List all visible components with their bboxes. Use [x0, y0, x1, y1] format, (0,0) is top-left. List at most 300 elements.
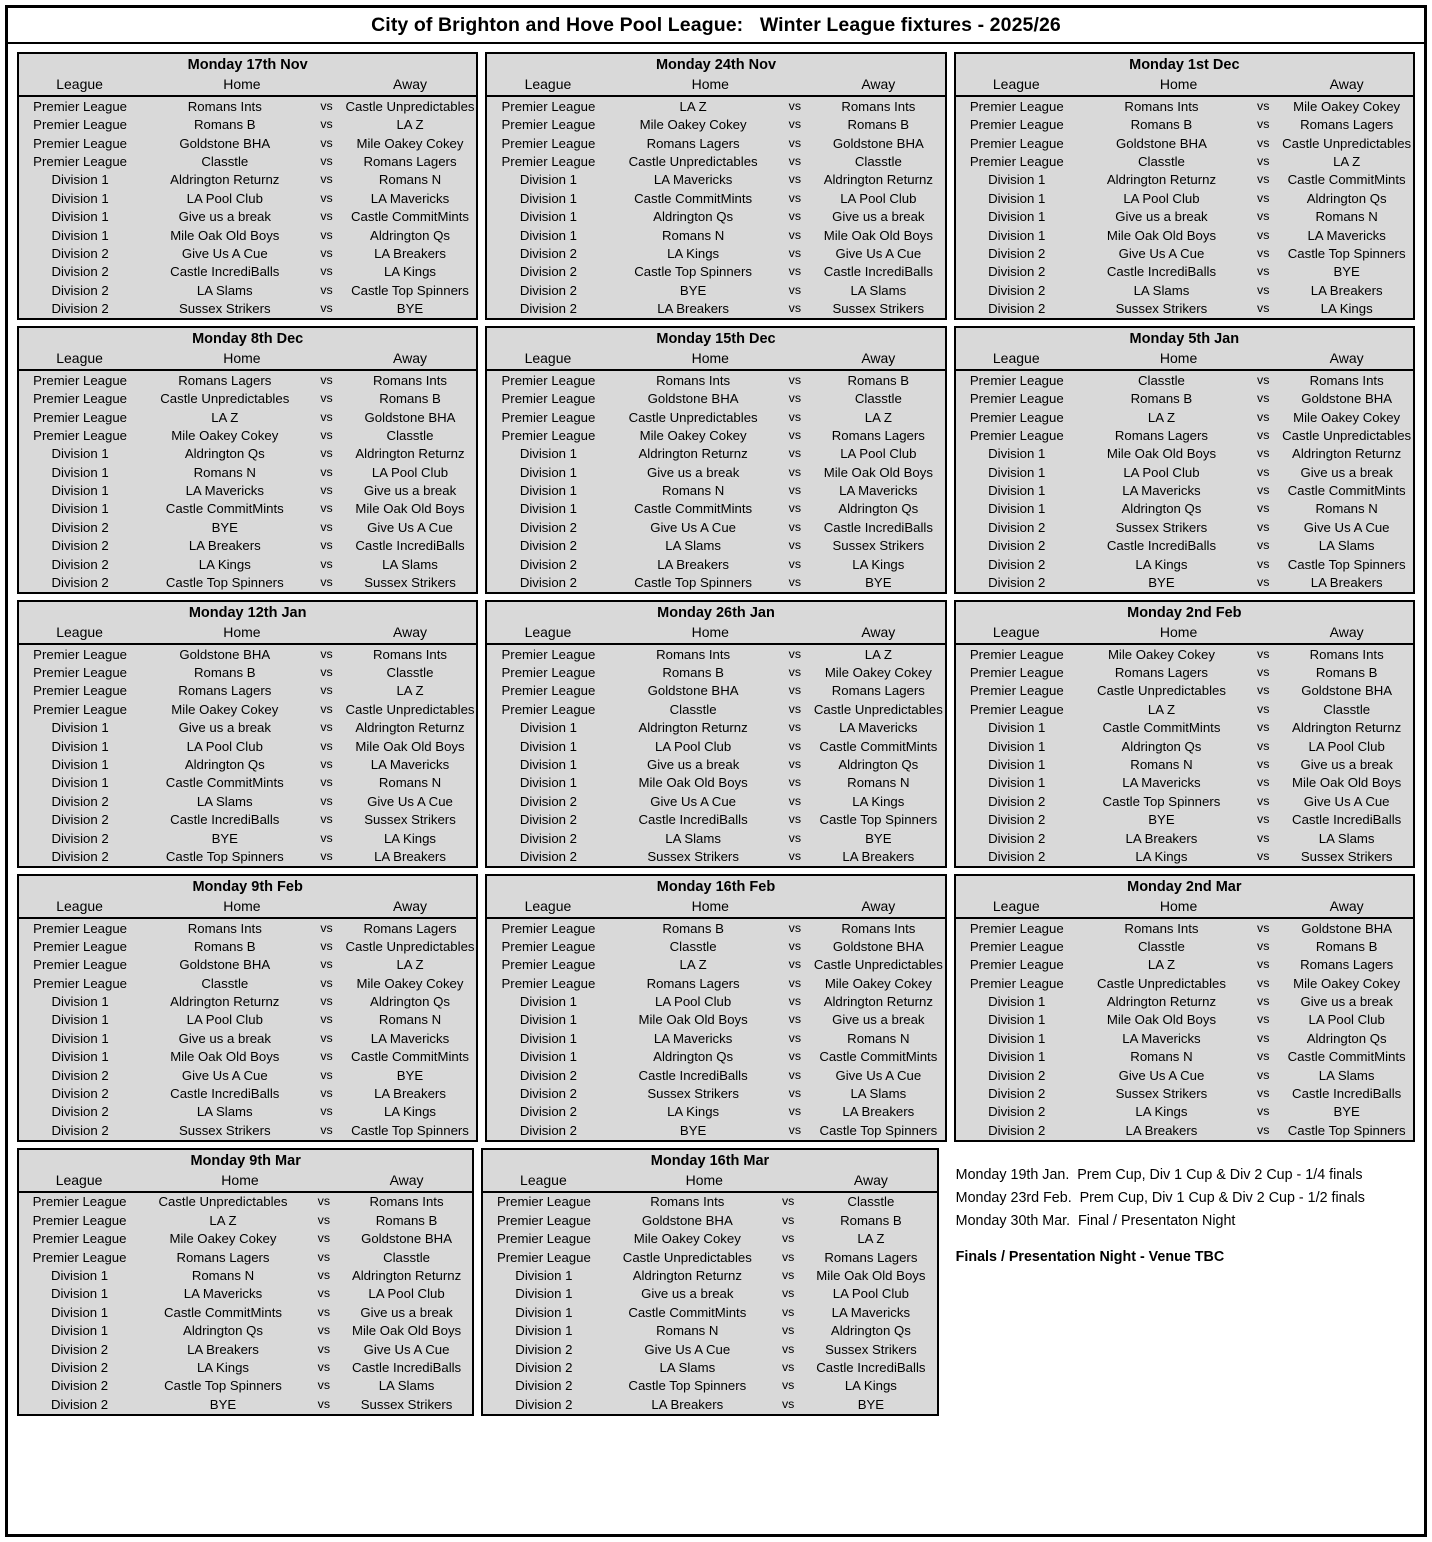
fixture-away-team: Romans B — [375, 1212, 438, 1228]
fixture-away-team: Castle CommitMints — [351, 1049, 469, 1065]
fixture-row — [487, 1066, 944, 1084]
fixture-away-team: Mile Oakey Cokey — [824, 665, 932, 681]
fixture-column-headers — [487, 350, 944, 369]
fixture-row — [487, 537, 944, 555]
fixture-home-team: LA Z — [209, 1212, 237, 1228]
fixture-home-team: Castle IncrediBalls — [1106, 264, 1217, 280]
fixture-league: Division 2 — [519, 245, 577, 261]
fixture-row — [487, 555, 944, 573]
column-header-league: League — [992, 897, 1040, 914]
column-header-away: Away — [1329, 76, 1364, 93]
fixture-league: Premier League — [969, 117, 1064, 133]
fixture-column-headers — [483, 1172, 936, 1191]
fixture-row — [19, 1395, 472, 1413]
fixture-home-team: LA Breakers — [657, 301, 730, 317]
fixture-home-team: LA Mavericks — [183, 1286, 263, 1302]
fixture-home-team: Goldstone BHA — [179, 957, 271, 973]
fixture-row — [483, 1395, 936, 1413]
fixture-row — [487, 426, 944, 444]
fixture-vs-label: vs — [320, 646, 333, 661]
fixture-row — [19, 663, 476, 681]
fixture-away-team: Castle CommitMints — [351, 209, 469, 225]
fixture-away-team: Castle CommitMints — [1287, 483, 1406, 499]
column-header-home: Home — [223, 624, 261, 641]
fixture-league: Division 2 — [515, 1341, 573, 1357]
fixture-home-team: LA Mavericks — [1122, 1030, 1201, 1046]
fixture-row — [487, 281, 944, 299]
fixture-away-team: Castle Unpredictables — [813, 957, 943, 973]
fixture-away-team: LA Slams — [1318, 1067, 1375, 1083]
fixture-vs-label: vs — [320, 1104, 333, 1119]
fixture-away-team: Aldrington Returnz — [351, 1268, 462, 1283]
fixture-row — [487, 993, 944, 1011]
fixture-league: Division 1 — [51, 172, 109, 188]
fixture-league: Division 1 — [50, 1268, 109, 1283]
fixture-row — [956, 537, 1413, 555]
fixture-home-team: Castle CommitMints — [165, 501, 284, 517]
fixture-vs-label: vs — [788, 994, 802, 1009]
fixture-home-team: Romans Ints — [1124, 920, 1199, 936]
fixture-home-team: LA Slams — [1133, 282, 1190, 298]
fixture-away-team: Goldstone BHA — [832, 135, 924, 151]
fixture-away-team: Sussex Strikers — [364, 812, 456, 828]
fixture-league: Premier League — [969, 975, 1064, 991]
fixture-away-team: LA Pool Club — [368, 1286, 445, 1302]
fixture-league: Division 2 — [519, 830, 577, 846]
fixture-row — [19, 774, 476, 792]
fixture-row — [487, 1048, 944, 1066]
fixture-row — [487, 1029, 944, 1047]
fixtures-grid-row — [17, 1148, 1415, 1416]
fixture-league: Premier League — [501, 920, 596, 936]
fixture-home-team: Aldrington Returnz — [632, 1268, 742, 1283]
fixture-row — [19, 1266, 472, 1284]
fixture-vs-label: vs — [788, 301, 802, 316]
fixture-row — [487, 663, 944, 681]
fixture-row — [487, 481, 944, 499]
fixture-away-team: Romans B — [847, 372, 910, 388]
fixture-away-team: Castle Top Spinners — [1287, 1122, 1406, 1138]
fixture-away-team: LA Z — [396, 683, 424, 699]
fixture-league: Division 1 — [51, 1030, 109, 1046]
fixture-vs-label: vs — [317, 1323, 331, 1338]
fixture-league: Premier League — [496, 1212, 591, 1228]
fixture-away-team: LA Slams — [850, 282, 907, 298]
fixture-vs-label: vs — [788, 372, 802, 387]
fixture-league: Division 2 — [519, 1067, 577, 1083]
fixture-home-team: LA Mavericks — [1122, 775, 1201, 791]
fixture-league: Division 2 — [51, 1122, 109, 1138]
fixture-home-team: LA Breakers — [187, 1341, 259, 1357]
fixture-row — [487, 700, 944, 718]
fixture-away-team: Classtle — [854, 391, 902, 407]
fixture-home-team: Mile Oakey Cokey — [633, 1231, 741, 1247]
fixture-week-cell — [17, 1148, 474, 1416]
fixture-league: Premier League — [969, 409, 1064, 425]
cup-note-line: Monday 23rd Feb. Prem Cup, Div 1 Cup & Div 2 Cup - 1/2 finals — [955, 1189, 1365, 1206]
fixture-row — [956, 1011, 1413, 1029]
fixture-vs-label: vs — [320, 812, 333, 827]
fixture-table — [17, 1148, 474, 1416]
fixture-table-body — [19, 645, 476, 866]
fixture-away-team: Classtle — [383, 1249, 430, 1265]
fixture-league: Division 1 — [519, 501, 577, 517]
fixture-away-team: Romans B — [379, 391, 441, 407]
fixture-home-team: Give Us A Cue — [1118, 1067, 1205, 1083]
fixture-league: Premier League — [33, 683, 128, 699]
fixture-vs-label: vs — [788, 427, 802, 442]
fixture-vs-label: vs — [320, 793, 333, 808]
fixture-home-team: LA Pool Club — [186, 738, 263, 754]
fixture-away-team: Give us a break — [1300, 464, 1393, 480]
fixture-league: Division 1 — [51, 227, 109, 243]
fixture-row — [19, 1029, 476, 1047]
fixture-home-team: Castle CommitMints — [634, 190, 753, 206]
fixture-home-team: Give Us A Cue — [650, 519, 736, 535]
fixture-vs-label: vs — [788, 1030, 802, 1045]
fixture-home-team: Mile Oak Old Boys — [170, 227, 280, 243]
fixture-home-team: LA Pool Club — [1123, 464, 1200, 480]
fixture-vs-label: vs — [788, 282, 802, 297]
fixture-home-team: LA Pool Club — [186, 1012, 263, 1028]
fixture-home-team: Mile Oak Old Boys — [638, 1012, 748, 1028]
fixture-home-team: Give us a break — [1115, 209, 1208, 225]
fixture-vs-label: vs — [1257, 483, 1270, 498]
fixture-row — [956, 481, 1413, 499]
fixture-vs-label: vs — [788, 446, 802, 461]
fixture-home-team: Castle Unpredictables — [158, 1194, 288, 1210]
fixture-home-team: Aldrington Qs — [184, 756, 265, 772]
fixture-home-team: Castle IncrediBalls — [1106, 538, 1217, 554]
column-header-league: League — [992, 76, 1040, 93]
fixture-league: Division 1 — [519, 994, 577, 1010]
fixture-home-team: LA Slams — [196, 1104, 253, 1120]
fixture-row — [487, 1103, 944, 1121]
fixture-league: Division 2 — [988, 301, 1046, 317]
fixture-vs-label: vs — [317, 1286, 331, 1301]
fixture-row — [19, 1193, 472, 1211]
fixture-away-team: LA Mavericks — [839, 483, 918, 499]
fixture-home-team: LA Breakers — [188, 538, 261, 554]
fixture-row — [19, 390, 476, 408]
fixture-league: Premier League — [33, 135, 128, 151]
fixture-league: Division 2 — [519, 264, 577, 280]
fixture-row — [956, 645, 1413, 663]
fixture-home-team: LA Kings — [1135, 1104, 1188, 1120]
fixture-week-cell — [954, 326, 1415, 594]
fixture-league: Division 1 — [51, 775, 109, 791]
fixture-away-team: LA Slams — [1318, 538, 1375, 554]
fixture-vs-label: vs — [788, 190, 802, 205]
fixture-row — [956, 573, 1413, 591]
fixture-league: Premier League — [501, 117, 596, 133]
fixture-away-team: LA Pool Club — [832, 1286, 909, 1302]
fixture-vs-label: vs — [1257, 994, 1270, 1009]
fixture-league: Division 2 — [51, 830, 109, 846]
fixture-row — [19, 919, 476, 937]
fixture-vs-label: vs — [320, 372, 333, 387]
fixture-league: Division 1 — [515, 1286, 573, 1302]
fixture-vs-label: vs — [320, 245, 333, 260]
fixture-league: Division 1 — [519, 446, 577, 462]
fixture-league: Division 2 — [51, 245, 109, 261]
fixture-table — [954, 600, 1415, 868]
fixture-away-team: Castle Top Spinners — [819, 1122, 938, 1138]
fixture-date-heading: Monday 9th Mar — [190, 1152, 301, 1169]
fixture-league: Division 2 — [519, 556, 577, 572]
fixture-row — [956, 426, 1413, 444]
fixture-row — [956, 244, 1413, 262]
fixture-league: Division 1 — [51, 446, 109, 462]
fixture-vs-label: vs — [320, 830, 333, 845]
fixture-home-team: Give us a break — [646, 464, 740, 480]
fixture-row — [487, 445, 944, 463]
fixture-row — [956, 663, 1413, 681]
fixture-home-team: Castle CommitMints — [634, 501, 753, 517]
fixture-row — [19, 1048, 476, 1066]
fixture-row — [956, 1103, 1413, 1121]
fixture-table — [485, 600, 946, 868]
fixture-row — [19, 481, 476, 499]
column-header-league: League — [524, 897, 572, 914]
fixture-league: Premier League — [969, 427, 1064, 443]
fixture-home-team: BYE — [211, 519, 238, 535]
fixture-league: Division 2 — [988, 1122, 1046, 1138]
fixture-league: Premier League — [501, 409, 596, 425]
fixture-home-team: Romans Lagers — [176, 1249, 270, 1265]
fixture-row — [956, 719, 1413, 737]
fixture-vs-label: vs — [788, 1012, 802, 1027]
column-header-home: Home — [685, 1171, 723, 1188]
fixture-away-team: Give us a break — [360, 1304, 453, 1320]
fixture-home-team: Castle IncrediBalls — [170, 1086, 280, 1102]
fixture-column-headers — [19, 898, 476, 917]
fixture-home-team: Give us a break — [178, 1030, 271, 1046]
fixture-league: Premier League — [969, 153, 1064, 169]
fixture-away-team: Aldrington Qs — [370, 994, 450, 1010]
fixture-league: Premier League — [496, 1231, 591, 1247]
fixture-row — [487, 171, 944, 189]
fixture-vs-label: vs — [320, 98, 333, 113]
fixture-away-team: Aldrington Returnz — [355, 720, 465, 736]
fixture-away-team: Mile Oakey Cokey — [1293, 98, 1401, 114]
fixture-away-team: Romans Ints — [369, 1194, 444, 1210]
fixture-league: Division 1 — [51, 756, 109, 772]
fixture-column-headers — [487, 76, 944, 95]
fixture-home-team: Give us a break — [646, 756, 740, 772]
fixture-row — [956, 371, 1413, 389]
fixture-table-body — [19, 1193, 472, 1414]
fixture-away-team: Mile Oakey Cokey — [1293, 409, 1401, 425]
fixture-table-header — [19, 54, 476, 97]
fixture-row — [956, 518, 1413, 536]
fixture-row — [487, 829, 944, 847]
fixture-away-team: Romans Lagers — [363, 920, 457, 936]
fixture-row — [956, 993, 1413, 1011]
fixture-vs-label: vs — [781, 1212, 795, 1227]
fixture-home-team: BYE — [1148, 812, 1175, 828]
fixture-vs-label: vs — [320, 464, 333, 479]
fixture-column-headers — [956, 898, 1413, 917]
fixture-row — [956, 956, 1413, 974]
fixture-row — [487, 408, 944, 426]
fixture-league: Division 1 — [988, 994, 1046, 1010]
fixture-league: Division 2 — [519, 848, 577, 864]
fixture-vs-label: vs — [1257, 793, 1270, 808]
fixtures-grid-row — [17, 52, 1415, 320]
fixture-home-team: Give Us A Cue — [650, 793, 736, 809]
fixture-date-heading: Monday 16th Mar — [650, 1152, 770, 1169]
fixture-vs-label: vs — [320, 117, 333, 132]
fixture-row — [956, 792, 1413, 810]
fixture-row — [487, 956, 944, 974]
column-header-league: League — [55, 1171, 103, 1188]
fixture-week-cell — [485, 600, 946, 868]
fixture-league: Division 2 — [51, 812, 109, 828]
fixture-home-team: BYE — [1148, 575, 1175, 591]
fixture-away-team: Give Us A Cue — [367, 793, 453, 809]
fixture-row — [483, 1358, 936, 1376]
fixture-league: Division 1 — [51, 738, 109, 754]
fixture-home-team: Romans N — [661, 227, 725, 243]
fixture-vs-label: vs — [1257, 282, 1270, 297]
fixture-home-team: Romans B — [194, 117, 256, 133]
fixture-away-team: Classtle — [386, 665, 434, 681]
fixture-away-team: BYE — [865, 575, 892, 591]
fixture-away-team: Castle Unpredictables — [345, 938, 475, 954]
fixture-row — [487, 755, 944, 773]
fixture-vs-label: vs — [788, 1049, 802, 1064]
fixture-table-header — [487, 602, 944, 645]
fixture-home-team: Romans N — [1130, 756, 1193, 772]
fixture-vs-label: vs — [788, 975, 802, 990]
fixture-row — [487, 189, 944, 207]
fixture-home-team: Romans N — [656, 1323, 719, 1339]
fixture-away-team: LA Mavericks — [370, 756, 450, 772]
fixture-date-heading: Monday 17th Nov — [187, 57, 308, 73]
fixture-vs-label: vs — [1257, 938, 1270, 953]
fixture-table-header — [19, 328, 476, 371]
fixture-table — [17, 52, 478, 320]
fixture-vs-label: vs — [320, 519, 333, 534]
fixture-league: Division 2 — [519, 793, 577, 809]
fixture-away-team: Aldrington Qs — [1306, 190, 1387, 206]
fixture-away-team: Romans Ints — [841, 920, 916, 936]
fixture-vs-label: vs — [788, 756, 802, 771]
fixture-table-body — [487, 371, 944, 592]
fixture-league: Division 2 — [988, 556, 1046, 572]
fixture-table-header — [19, 1150, 472, 1193]
fixture-away-team: LA Slams — [850, 1086, 907, 1102]
fixture-row — [19, 1377, 472, 1395]
fixture-column-headers — [956, 624, 1413, 643]
fixture-vs-label: vs — [781, 1231, 795, 1246]
fixture-table-body — [19, 371, 476, 592]
fixture-away-team: Give Us A Cue — [1303, 519, 1390, 535]
fixture-vs-label: vs — [1257, 575, 1270, 590]
fixture-league: Premier League — [501, 701, 596, 717]
fixture-row — [956, 500, 1413, 518]
fixture-row — [19, 134, 476, 152]
fixture-league: Premier League — [33, 920, 128, 936]
fixture-table — [481, 1148, 938, 1416]
fixture-league: Division 1 — [519, 1049, 577, 1065]
fixture-home-team: Aldrington Returnz — [1106, 172, 1217, 188]
fixture-home-team: Classtle — [201, 975, 249, 991]
fixture-row — [956, 189, 1413, 207]
fixture-home-team: BYE — [209, 1396, 237, 1412]
fixture-home-team: Give Us A Cue — [644, 1341, 731, 1357]
fixture-vs-label: vs — [1257, 153, 1270, 168]
column-header-away: Away — [1329, 624, 1364, 641]
fixture-vs-label: vs — [781, 1323, 795, 1338]
column-header-home: Home — [1159, 350, 1198, 367]
fixture-vs-label: vs — [788, 1086, 802, 1101]
fixture-row — [19, 281, 476, 299]
fixture-vs-label: vs — [788, 409, 802, 424]
fixture-away-team: Castle Top Spinners — [1287, 556, 1406, 572]
fixture-home-team: Goldstone BHA — [647, 391, 739, 407]
fixture-row — [487, 518, 944, 536]
fixture-away-team: Aldrington Qs — [838, 756, 919, 772]
fixture-week-cell — [17, 600, 478, 868]
fixture-away-team: LA Kings — [383, 830, 437, 846]
fixture-league: Division 2 — [988, 830, 1046, 846]
fixture-home-team: Castle Unpredictables — [628, 153, 758, 169]
fixture-home-team: LA Z — [211, 409, 239, 425]
fixture-away-team: Castle Top Spinners — [351, 1122, 469, 1138]
fixture-row — [956, 937, 1413, 955]
fixture-row — [19, 645, 476, 663]
fixture-vs-label: vs — [788, 665, 802, 680]
fixture-row — [19, 847, 476, 865]
fixture-away-team: Goldstone BHA — [361, 1231, 452, 1247]
fixture-date-heading: Monday 9th Feb — [192, 878, 303, 895]
fixture-home-team: Romans B — [1130, 391, 1193, 407]
fixture-league: Division 2 — [51, 1104, 109, 1120]
fixture-home-team: Aldrington Returnz — [170, 994, 280, 1010]
fixture-row — [956, 1084, 1413, 1102]
fixture-away-team: Mile Oak Old Boys — [816, 1268, 926, 1283]
fixture-away-team: Classtle — [854, 153, 902, 169]
fixture-away-team: Goldstone BHA — [1301, 391, 1393, 407]
fixture-home-team: Romans Lagers — [1114, 665, 1208, 681]
fixture-row — [19, 97, 476, 115]
fixture-league: Division 2 — [519, 1086, 577, 1102]
fixture-vs-label: vs — [320, 1122, 333, 1137]
fixture-home-team: LA Kings — [1135, 556, 1188, 572]
fixture-away-team: Romans B — [840, 1212, 902, 1228]
fixture-row — [487, 1121, 944, 1139]
fixture-league: Division 1 — [51, 464, 109, 480]
fixture-league: Division 1 — [515, 1304, 573, 1320]
fixture-row — [19, 1358, 472, 1376]
fixture-home-team: Mile Oakey Cokey — [169, 1231, 277, 1247]
fixture-row — [19, 1248, 472, 1266]
fixture-home-team: Sussex Strikers — [1115, 1086, 1208, 1102]
fixture-away-team: BYE — [1333, 1104, 1360, 1120]
fixture-away-team: LA Z — [864, 646, 892, 662]
fixture-away-team: LA Pool Club — [840, 190, 917, 206]
fixture-row — [956, 1029, 1413, 1047]
column-header-home: Home — [223, 76, 261, 93]
fixture-row — [19, 408, 476, 426]
fixture-league: Premier League — [496, 1194, 591, 1210]
fixture-vs-label: vs — [1257, 98, 1270, 113]
fixture-away-team: Sussex Strikers — [832, 538, 925, 554]
fixture-home-team: Romans B — [1130, 117, 1193, 133]
fixture-row — [487, 847, 944, 865]
